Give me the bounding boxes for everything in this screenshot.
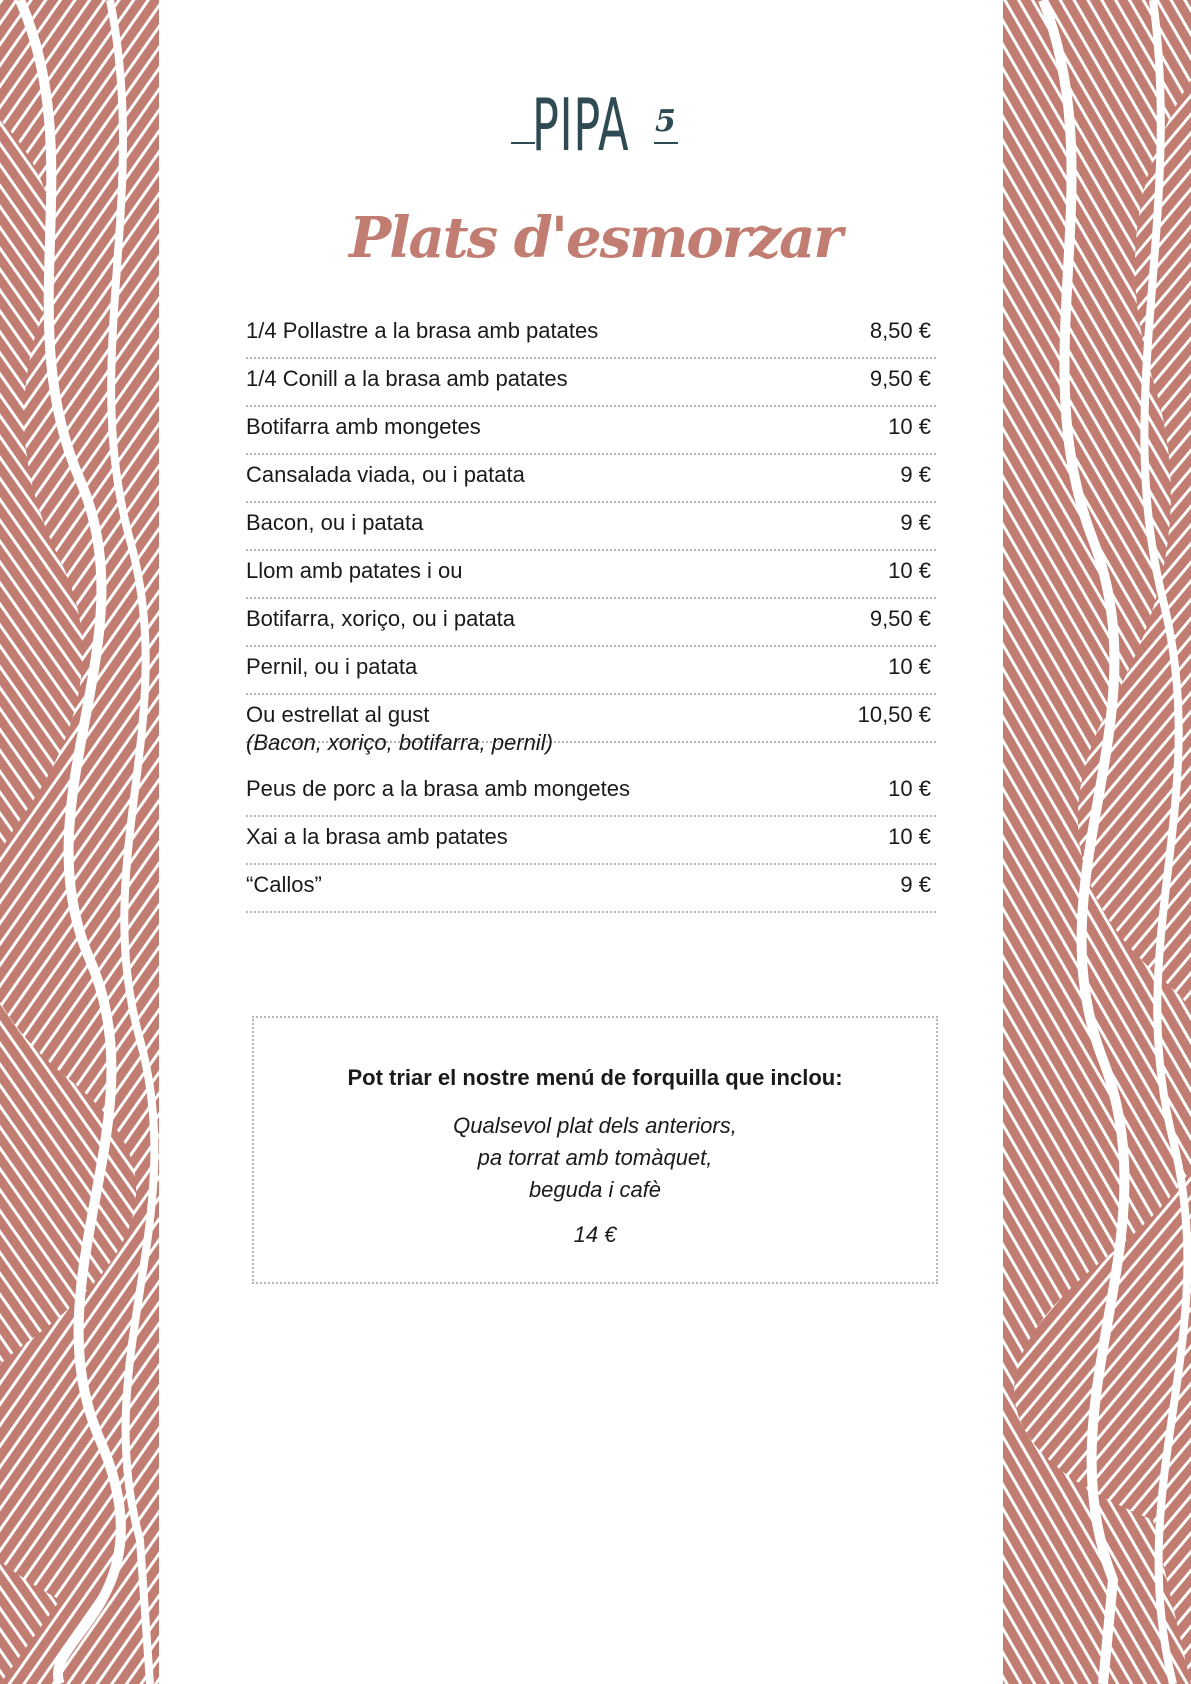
leaf-pattern-left	[0, 0, 159, 1684]
menu-item	[246, 769, 936, 817]
leaf-pattern-right	[1003, 0, 1191, 1684]
menu-item-price: 10,50 €	[857, 702, 931, 727]
menu-item	[246, 311, 936, 359]
menu-item-name: Xai a la brasa amb patates	[246, 824, 508, 849]
set-menu-line: beguda i cafè	[528, 1177, 662, 1202]
menu-item	[246, 695, 936, 755]
menu-item-note: (Bacon, xoriço, botifarra, pernil)	[246, 730, 553, 755]
menu-item-price: 8,50 €	[869, 318, 931, 343]
menu-item-price: 10 €	[888, 558, 931, 583]
menu-item	[246, 647, 936, 695]
menu-item-name: 1/4 Pollastre a la brasa amb patates	[246, 318, 599, 343]
logo-wordmark: PIPA	[532, 83, 630, 167]
set-menu-line: Qualsevol plat dels anteriors,	[453, 1113, 737, 1138]
menu-item-price: 9 €	[900, 462, 931, 487]
menu-list	[246, 311, 936, 913]
brand-logo	[505, 80, 685, 175]
menu-item	[246, 359, 936, 407]
menu-item	[246, 551, 936, 599]
menu-item-name: Pernil, ou i patata	[246, 654, 418, 679]
set-menu-price: 14 €	[573, 1222, 617, 1247]
menu-item-price: 10 €	[888, 776, 931, 801]
menu-item-price: 9,50 €	[869, 366, 931, 391]
set-menu-heading: Pot triar el nostre menú de forquilla que inclou:	[347, 1065, 843, 1090]
menu-item-name: Ou estrellat al gust	[246, 702, 430, 727]
menu-item	[246, 503, 936, 551]
set-menu-description	[254, 1110, 936, 1206]
menu-item-name: Cansalada viada, ou i patata	[246, 462, 525, 487]
menu-item	[246, 599, 936, 647]
menu-item-name: Llom amb patates i ou	[246, 558, 463, 583]
page-title: Plats d'esmorzar	[349, 205, 841, 271]
set-menu-line: pa torrat amb tomàquet,	[477, 1145, 713, 1170]
menu-item	[246, 817, 936, 865]
leaf-pattern-left-art	[0, 0, 159, 1684]
menu-item-name: Peus de porc a la brasa amb mongetes	[246, 776, 631, 801]
logo-rule-right	[654, 142, 678, 144]
menu-item-name: Botifarra, xoriço, ou i patata	[246, 606, 516, 631]
menu-item	[246, 455, 936, 503]
leaf-pattern-right-art	[1003, 0, 1191, 1684]
menu-item-name: Botifarra amb mongetes	[246, 414, 481, 439]
menu-item-price: 9 €	[900, 510, 931, 535]
menu-item	[246, 865, 936, 913]
set-menu-box	[252, 1016, 938, 1284]
menu-item-price: 10 €	[888, 414, 931, 439]
menu-item-price: 10 €	[888, 824, 931, 849]
logo-superscript: 5	[655, 104, 676, 139]
menu-item-price: 9,50 €	[869, 606, 931, 631]
menu-item-name: 1/4 Conill a la brasa amb patates	[246, 366, 568, 391]
menu-item-name: Bacon, ou i patata	[246, 510, 424, 535]
menu-item	[246, 407, 936, 455]
menu-item-name: “Callos”	[246, 872, 322, 897]
menu-item-price: 10 €	[888, 654, 931, 679]
menu-item-price: 9 €	[900, 872, 931, 897]
